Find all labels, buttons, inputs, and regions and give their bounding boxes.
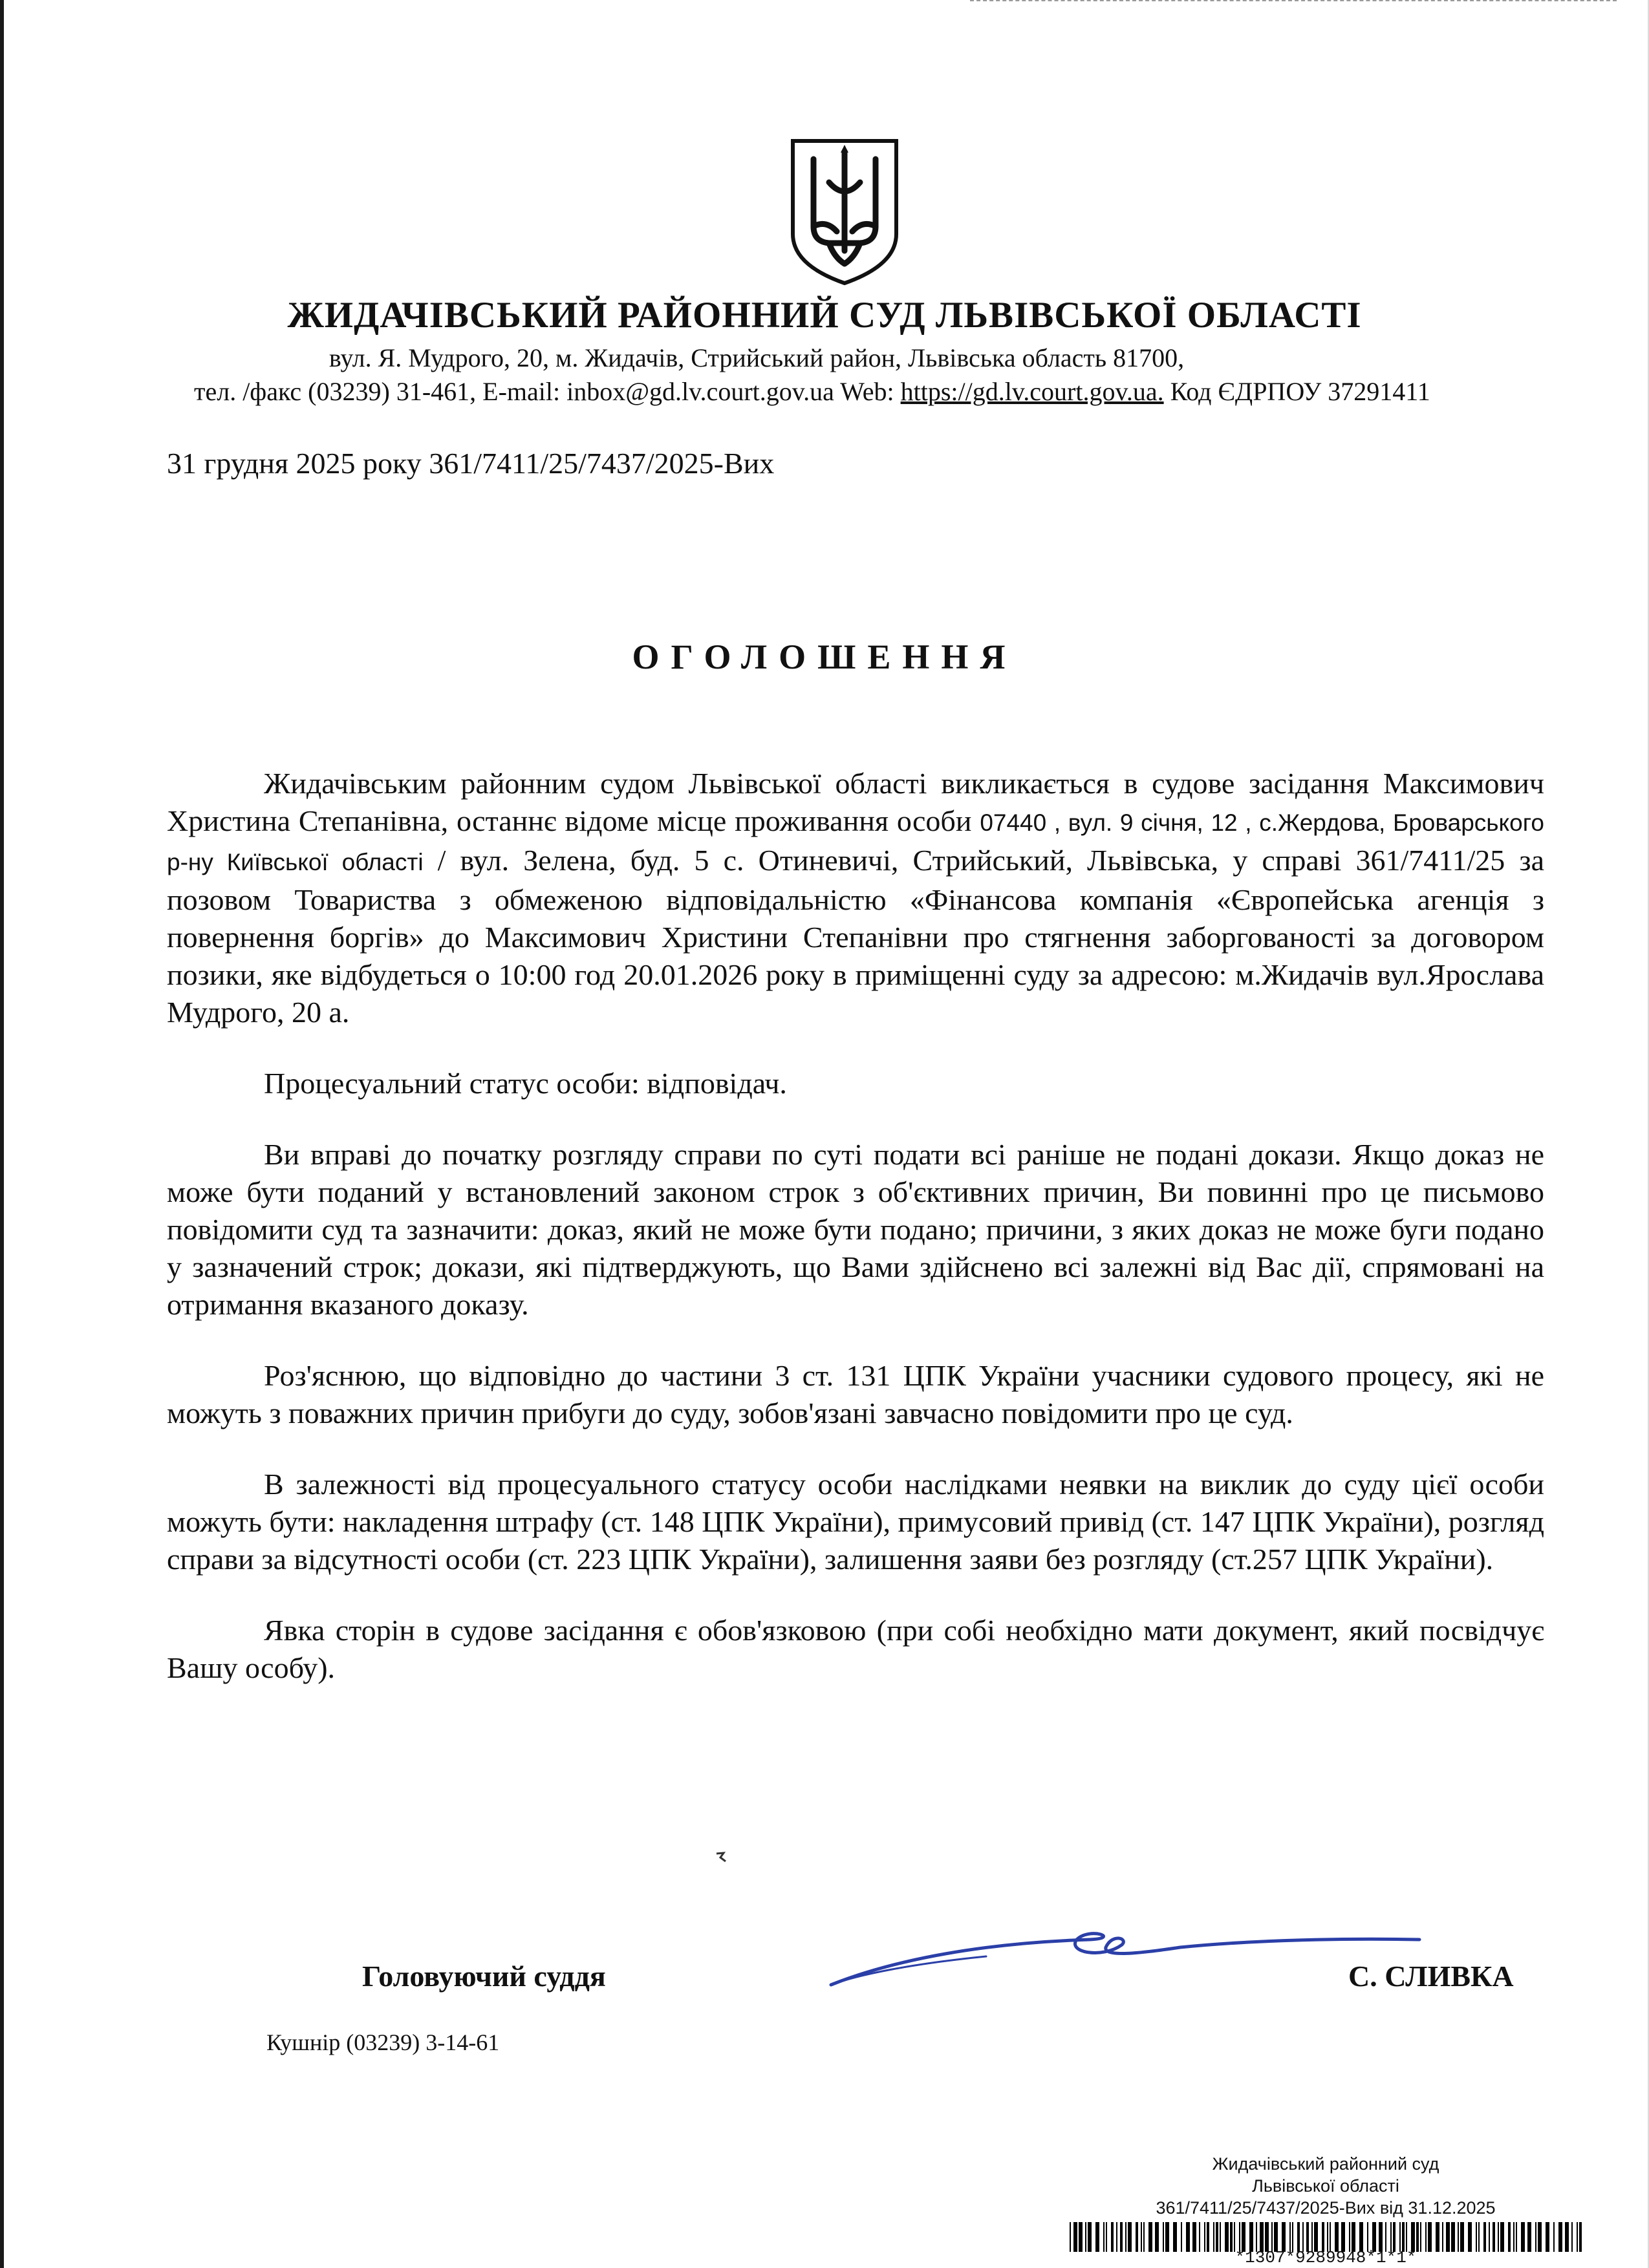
- paragraph-summons: [167, 765, 1544, 1031]
- paragraph-notice: Роз'яснюю, що відповідно до частини 3 ст. 131 ЦПК України учасники судового процесу, які не можуть з поважних причин прибуги до суду, зобов'язані завчасно повідомити про це суд.: [167, 1359, 1544, 1429]
- document-title: ОГОЛОШЕННЯ: [632, 637, 1017, 676]
- registration-stamp: [1099, 2153, 1552, 2219]
- summons-old-address: 07440 , вул. 9 січня, 12 , с.Жердова, Броварського р-ну Київської області: [167, 809, 1544, 875]
- stamp-line-region: Львівської області: [1252, 2176, 1399, 2196]
- judge-signature: [818, 1914, 1426, 2004]
- paragraph-attendance: Явка сторін в судове засідання є обов'язковою (при собі необхідно мати документ, який посвідчує Вашу особу).: [167, 1614, 1544, 1684]
- contacts-prefix: тел. /факс (03239) 31-461, E-mail: inbox@gd.lv.court.gov.ua Web:: [194, 377, 901, 406]
- scan-top-artifact: [970, 0, 1617, 4]
- court-web-link[interactable]: https://gd.lv.court.gov.ua.: [900, 377, 1164, 406]
- summons-text-1: Жидачівським районним судом Львівської області викликається в судове засідання Максимович Христина Степанівна, останнє відоме місце проживання особи: [167, 767, 1544, 837]
- paragraph-status: Процесуальний статус особи: відповідач.: [264, 1067, 787, 1100]
- court-contacts: [194, 376, 1513, 407]
- paragraph-evidence: Ви вправі до початку розгляду справи по суті подати всі раніше не подані докази. Якщо доказ не може бути поданий у встановлений законом строк з об'єктивних причин, Ви повинні про це письмово повідомити суд та зазначити: доказ, який не може бути подано; причини, з яких доказ не може буги подано у зазначений строк; докази, які підтверджують, що Вами здійснено всі залежні від Вас дії, спрямовані на отримання вказаного доказу.: [167, 1138, 1544, 1321]
- scan-left-edge: [0, 0, 4, 2268]
- summons-text-2: / вул. Зелена, буд. 5 с. Отиневичі, Стрийський, Львівська, у справі 361/7411/25 за позовом Товариства з обмеженою відповідальністю «Фінансова компанія «Європейська агенція з повернення боргів» до Максимович Христини Степанівни про стягнення заборгованості за договором позики, яке відбудеться о 10:00 год 20.01.2026 року в приміщенні суду за адресою: м.Жидачів вул.Ярослава Мудрого, 20 а.: [167, 844, 1545, 1029]
- contacts-suffix: Код ЄДРПОУ 37291411: [1163, 377, 1430, 406]
- court-name: ЖИДАЧІВСЬКИЙ РАЙОННИЙ СУД ЛЬВІВСЬКОЇ ОБЛАСТІ: [287, 295, 1362, 336]
- judge-title: Головуючий суддя: [362, 1960, 606, 1993]
- stamp-line-court: Жидачівський районний суд: [1212, 2154, 1439, 2174]
- announcement-body: [167, 765, 1544, 1720]
- coat-of-arms-icon: [789, 137, 900, 287]
- stamp-line-number: 361/7411/25/7437/2025-Вих від 31.12.2025: [1156, 2198, 1496, 2218]
- executor-contact: Кушнір (03239) 3-14-61: [266, 2029, 500, 2055]
- judge-name: С. СЛИВКА: [1348, 1960, 1514, 1993]
- barcode-text: *1307*9289948*1*1*: [1234, 2248, 1417, 2267]
- stray-mark: [715, 1851, 729, 1864]
- paragraph-consequences: В залежності від процесуального статусу особи наслідками неявки на виклик до суду цієї особи можуть бути: накладення штрафу (ст. 148 ЦПК України), примусовий привід (ст. 147 ЦПК України), розгляд справи за відсутності особи (ст. 223 ЦПК України), залишення заяви без розгляду (ст.257 ЦПК України).: [167, 1468, 1544, 1576]
- court-address: вул. Я. Мудрого, 20, м. Жидачів, Стрийський район, Львівська область 81700,: [329, 343, 1185, 372]
- outgoing-number: 31 грудня 2025 року 361/7411/25/7437/2025-Вих: [167, 447, 775, 480]
